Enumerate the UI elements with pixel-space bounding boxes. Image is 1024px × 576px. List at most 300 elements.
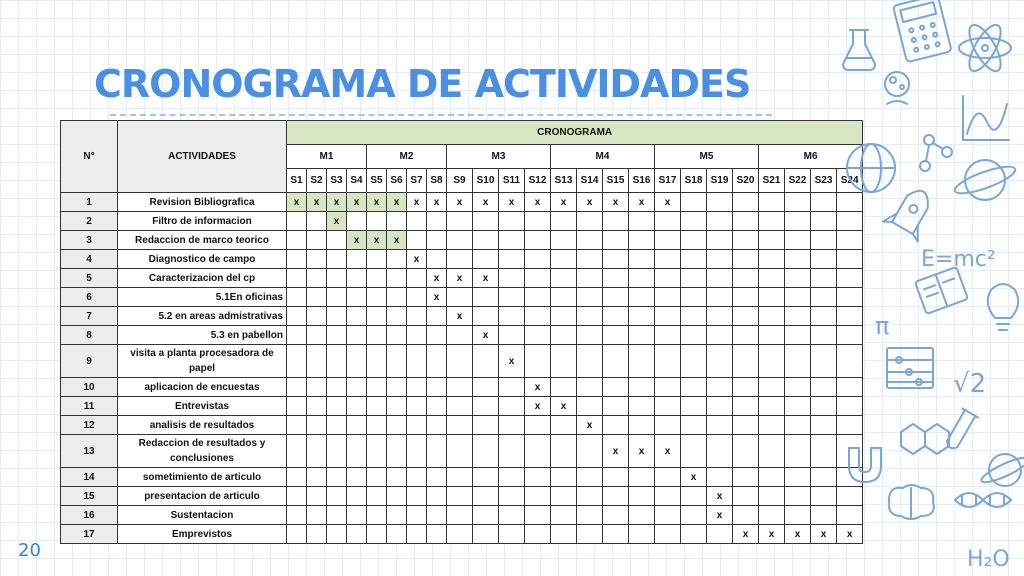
row-number: 4	[61, 250, 118, 269]
schedule-mark: x	[629, 435, 655, 468]
schedule-cell	[327, 231, 347, 250]
table-row	[61, 345, 863, 378]
schedule-cell	[367, 435, 387, 468]
schedule-cell	[447, 397, 473, 416]
schedule-cell	[629, 397, 655, 416]
schedule-cell	[407, 525, 427, 544]
schedule-cell	[577, 378, 603, 397]
schedule-cell	[551, 212, 577, 231]
schedule-cell	[733, 487, 759, 506]
schedule-cell	[811, 269, 837, 288]
schedule-cell	[473, 397, 499, 416]
schedule-cell	[387, 468, 407, 487]
schedule-cell	[525, 525, 551, 544]
row-number: 15	[61, 487, 118, 506]
activity-name: 5.1En oficinas	[118, 288, 287, 307]
schedule-mark: x	[811, 525, 837, 544]
science-doodles	[835, 0, 1024, 576]
schedule-cell	[551, 326, 577, 345]
h2o-formula: H₂O	[967, 547, 1010, 572]
schedule-cell	[603, 416, 629, 435]
week-header: S12	[525, 169, 551, 193]
schedule-cell	[655, 487, 681, 506]
schedule-cell	[655, 525, 681, 544]
schedule-cell	[681, 212, 707, 231]
schedule-cell	[367, 326, 387, 345]
activity-name: Revision Bibliografica	[118, 193, 287, 212]
schedule-cell	[603, 468, 629, 487]
schedule-cell	[347, 378, 367, 397]
schedule-cell	[603, 397, 629, 416]
schedule-cell	[347, 250, 367, 269]
schedule-cell	[473, 416, 499, 435]
schedule-cell	[603, 288, 629, 307]
schedule-cell	[347, 269, 367, 288]
schedule-cell	[407, 468, 427, 487]
schedule-cell	[811, 193, 837, 212]
schedule-mark: x	[473, 326, 499, 345]
schedule-cell	[525, 435, 551, 468]
schedule-cell	[499, 288, 525, 307]
schedule-mark: x	[837, 525, 863, 544]
schedule-cell	[811, 326, 837, 345]
schedule-cell	[427, 397, 447, 416]
schedule-cell	[655, 416, 681, 435]
activity-name: Redaccion de marco teorico	[118, 231, 287, 250]
row-number: 7	[61, 307, 118, 326]
week-header: S17	[655, 169, 681, 193]
schedule-cell	[733, 307, 759, 326]
schedule-cell	[785, 416, 811, 435]
schedule-cell	[447, 506, 473, 525]
schedule-cell	[525, 307, 551, 326]
schedule-cell	[473, 307, 499, 326]
flask-icon	[843, 30, 875, 70]
schedule-cell	[347, 345, 367, 378]
table-row	[61, 269, 863, 288]
schedule-cell	[287, 378, 307, 397]
schedule-cell	[287, 307, 307, 326]
schedule-cell	[629, 378, 655, 397]
schedule-cell	[759, 378, 785, 397]
schedule-cell	[655, 378, 681, 397]
schedule-cell	[707, 416, 733, 435]
schedule-cell	[347, 307, 367, 326]
schedule-cell	[655, 326, 681, 345]
schedule-cell	[367, 506, 387, 525]
schedule-cell	[499, 307, 525, 326]
schedule-cell	[655, 250, 681, 269]
schedule-cell	[681, 193, 707, 212]
schedule-cell	[387, 345, 407, 378]
molecule-icon	[901, 424, 949, 454]
schedule-cell	[785, 326, 811, 345]
schedule-cell	[287, 250, 307, 269]
schedule-cell	[629, 525, 655, 544]
schedule-cell	[629, 487, 655, 506]
schedule-cell	[347, 212, 367, 231]
schedule-cell	[307, 345, 327, 378]
activity-name: Sustentacion	[118, 506, 287, 525]
schedule-cell	[367, 416, 387, 435]
schedule-cell	[473, 345, 499, 378]
schedule-mark: x	[407, 250, 427, 269]
month-header: M2	[367, 145, 447, 169]
schedule-cell	[407, 307, 427, 326]
book-icon	[915, 267, 968, 314]
column-header-num: N°	[61, 121, 118, 193]
schedule-cell	[759, 416, 785, 435]
schedule-cell	[811, 307, 837, 326]
table-row	[61, 378, 863, 397]
schedule-cell	[681, 288, 707, 307]
schedule-cell	[811, 378, 837, 397]
schedule-cell	[387, 326, 407, 345]
schedule-cell	[733, 345, 759, 378]
week-header: S18	[681, 169, 707, 193]
schedule-cell	[525, 269, 551, 288]
schedule-cell	[733, 250, 759, 269]
week-header: S6	[387, 169, 407, 193]
schedule-cell	[681, 525, 707, 544]
schedule-cell	[785, 193, 811, 212]
schedule-cell	[499, 212, 525, 231]
table-row	[61, 525, 863, 544]
schedule-cell	[681, 345, 707, 378]
schedule-cell	[577, 397, 603, 416]
schedule-mark: x	[447, 307, 473, 326]
schedule-cell	[447, 250, 473, 269]
schedule-cell	[307, 231, 327, 250]
schedule-cell	[347, 416, 367, 435]
schedule-cell	[525, 416, 551, 435]
schedule-cell	[499, 250, 525, 269]
schedule-cell	[327, 288, 347, 307]
schedule-cell	[525, 288, 551, 307]
schedule-mark: x	[577, 416, 603, 435]
activity-name: Filtro de informacion	[118, 212, 287, 231]
schedule-cell	[407, 506, 427, 525]
schedule-cell	[707, 307, 733, 326]
table-row	[61, 397, 863, 416]
schedule-cell	[707, 378, 733, 397]
schedule-mark: x	[447, 269, 473, 288]
schedule-cell	[327, 345, 347, 378]
schedule-cell	[551, 231, 577, 250]
schedule-cell	[327, 525, 347, 544]
schedule-cell	[367, 378, 387, 397]
schedule-cell	[307, 307, 327, 326]
schedule-cell	[707, 212, 733, 231]
schedule-cell	[733, 212, 759, 231]
week-header: S7	[407, 169, 427, 193]
schedule-cell	[499, 506, 525, 525]
rocket-icon	[883, 182, 941, 242]
schedule-cell	[759, 193, 785, 212]
schedule-cell	[387, 288, 407, 307]
schedule-cell	[707, 231, 733, 250]
month-header: M1	[287, 145, 367, 169]
schedule-cell	[759, 487, 785, 506]
schedule-cell	[407, 231, 427, 250]
schedule-cell	[287, 326, 307, 345]
schedule-cell	[655, 212, 681, 231]
schedule-cell	[307, 326, 327, 345]
schedule-cell	[603, 506, 629, 525]
schedule-cell	[577, 326, 603, 345]
schedule-cell	[387, 487, 407, 506]
schedule-cell	[499, 326, 525, 345]
schedule-cell	[447, 231, 473, 250]
schedule-mark: x	[327, 212, 347, 231]
schedule-cell	[577, 212, 603, 231]
schedule-cell	[733, 397, 759, 416]
table-row	[61, 307, 863, 326]
schedule-cell	[785, 250, 811, 269]
schedule-cell	[629, 468, 655, 487]
schedule-cell	[473, 487, 499, 506]
schedule-cell	[327, 487, 347, 506]
schedule-cell	[603, 231, 629, 250]
table-row	[61, 506, 863, 525]
week-header: S2	[307, 169, 327, 193]
week-header: S5	[367, 169, 387, 193]
schedule-cell	[473, 378, 499, 397]
schedule-cell	[603, 212, 629, 231]
schedule-mark: x	[629, 193, 655, 212]
activity-name: presentacion de articulo	[118, 487, 287, 506]
schedule-cell	[407, 378, 427, 397]
row-number: 3	[61, 231, 118, 250]
schedule-cell	[759, 397, 785, 416]
schedule-cell	[759, 307, 785, 326]
schedule-mark: x	[707, 487, 733, 506]
schedule-cell	[577, 269, 603, 288]
schedule-cell	[707, 193, 733, 212]
schedule-cell	[525, 250, 551, 269]
schedule-cell	[629, 307, 655, 326]
month-header: M3	[447, 145, 551, 169]
table-row	[61, 231, 863, 250]
schedule-cell	[499, 525, 525, 544]
schedule-cell	[387, 378, 407, 397]
schedule-cell	[307, 525, 327, 544]
schedule-cell	[577, 345, 603, 378]
schedule-cell	[681, 506, 707, 525]
molecule-icon	[920, 135, 952, 171]
schedule-cell	[473, 231, 499, 250]
schedule-cell	[525, 326, 551, 345]
schedule-cell	[811, 416, 837, 435]
schedule-cell	[327, 397, 347, 416]
schedule-cell	[307, 468, 327, 487]
schedule-cell	[499, 378, 525, 397]
schedule-cell	[287, 288, 307, 307]
schedule-cell	[473, 506, 499, 525]
schedule-cell	[327, 416, 347, 435]
week-header: S15	[603, 169, 629, 193]
schedule-cell	[603, 345, 629, 378]
schedule-cell	[629, 345, 655, 378]
week-header: S16	[629, 169, 655, 193]
schedule-mark: x	[551, 193, 577, 212]
schedule-cell	[387, 269, 407, 288]
schedule-cell	[407, 345, 427, 378]
schedule-cell	[733, 378, 759, 397]
schedule-cell	[499, 269, 525, 288]
week-header: S3	[327, 169, 347, 193]
schedule-cell	[307, 435, 327, 468]
schedule-cell	[367, 468, 387, 487]
schedule-cell	[759, 288, 785, 307]
schedule-cell	[551, 487, 577, 506]
schedule-cell	[707, 468, 733, 487]
schedule-cell	[733, 326, 759, 345]
schedule-cell	[655, 307, 681, 326]
schedule-cell	[655, 345, 681, 378]
schedule-cell	[733, 231, 759, 250]
schedule-cell	[407, 269, 427, 288]
schedule-cell	[287, 435, 307, 468]
activity-name: 5.3 en pabellon	[118, 326, 287, 345]
schedule-cell	[367, 288, 387, 307]
schedule-cell	[785, 468, 811, 487]
schedule-mark: x	[603, 193, 629, 212]
schedule-cell	[785, 397, 811, 416]
row-number: 6	[61, 288, 118, 307]
schedule-mark: x	[427, 288, 447, 307]
schedule-cell	[447, 288, 473, 307]
schedule-mark: x	[447, 193, 473, 212]
schedule-cell	[681, 378, 707, 397]
row-number: 11	[61, 397, 118, 416]
schedule-cell	[681, 435, 707, 468]
schedule-cell	[367, 345, 387, 378]
week-header: S20	[733, 169, 759, 193]
schedule-cell	[811, 288, 837, 307]
schedule-cell	[427, 378, 447, 397]
schedule-cell	[603, 326, 629, 345]
schedule-cell	[525, 468, 551, 487]
schedule-cell	[427, 345, 447, 378]
schedule-cell	[707, 288, 733, 307]
schedule-cell	[551, 525, 577, 544]
schedule-cell	[427, 212, 447, 231]
schedule-cell	[681, 250, 707, 269]
schedule-cell	[327, 307, 347, 326]
schedule-cell	[287, 468, 307, 487]
schedule-cell	[427, 250, 447, 269]
schedule-mark: x	[327, 193, 347, 212]
schedule-body	[61, 193, 863, 544]
schedule-cell	[681, 269, 707, 288]
schedule-mark: x	[347, 231, 367, 250]
schedule-cell	[387, 435, 407, 468]
schedule-cell	[347, 468, 367, 487]
table-row	[61, 288, 863, 307]
schedule-cell	[681, 231, 707, 250]
schedule-cell	[387, 416, 407, 435]
row-number: 17	[61, 525, 118, 544]
schedule-cell	[681, 307, 707, 326]
schedule-cell	[287, 397, 307, 416]
schedule-cell	[307, 506, 327, 525]
schedule-cell	[811, 345, 837, 378]
schedule-cell	[733, 506, 759, 525]
schedule-cell	[387, 250, 407, 269]
schedule-mark: x	[525, 193, 551, 212]
schedule-cell	[655, 269, 681, 288]
schedule-cell	[551, 288, 577, 307]
schedule-cell	[577, 288, 603, 307]
row-number: 16	[61, 506, 118, 525]
schedule-mark: x	[287, 193, 307, 212]
activity-name: analisis de resultados	[118, 416, 287, 435]
schedule-cell	[629, 288, 655, 307]
schedule-cell	[759, 231, 785, 250]
schedule-mark: x	[681, 468, 707, 487]
title-underline	[110, 114, 772, 116]
schedule-cell	[499, 397, 525, 416]
schedule-cell	[367, 397, 387, 416]
schedule-cell	[525, 231, 551, 250]
schedule-cell	[525, 487, 551, 506]
schedule-cell	[603, 378, 629, 397]
schedule-cell	[525, 345, 551, 378]
schedule-cell	[707, 250, 733, 269]
schedule-mark: x	[307, 193, 327, 212]
schedule-cell	[407, 288, 427, 307]
schedule-cell	[811, 487, 837, 506]
schedule-cell	[577, 506, 603, 525]
activity-name: Redaccion de resultados y conclusiones	[118, 435, 287, 468]
schedule-mark: x	[347, 193, 367, 212]
schedule-cell	[707, 397, 733, 416]
table-row	[61, 468, 863, 487]
schedule-mark: x	[499, 345, 525, 378]
schedule-cell	[785, 288, 811, 307]
week-header: S23	[811, 169, 837, 193]
schedule-cell	[327, 269, 347, 288]
row-number: 12	[61, 416, 118, 435]
schedule-cell	[707, 435, 733, 468]
row-number: 13	[61, 435, 118, 468]
row-number: 8	[61, 326, 118, 345]
schedule-cell	[629, 326, 655, 345]
schedule-cell	[307, 416, 327, 435]
schedule-cell	[733, 435, 759, 468]
schedule-cell	[551, 468, 577, 487]
schedule-cell	[427, 416, 447, 435]
schedule-cell	[759, 326, 785, 345]
schedule-cell	[307, 378, 327, 397]
schedule-cell	[427, 435, 447, 468]
schedule-cell	[447, 378, 473, 397]
schedule-cell	[577, 435, 603, 468]
schedule-mark: x	[733, 525, 759, 544]
schedule-cell	[427, 326, 447, 345]
week-header: S14	[577, 169, 603, 193]
schedule-cell	[447, 326, 473, 345]
schedule-cell	[551, 345, 577, 378]
schedule-cell	[347, 525, 367, 544]
week-header: S11	[499, 169, 525, 193]
week-header: S24	[837, 169, 863, 193]
schedule-mark: x	[387, 231, 407, 250]
abacus-icon	[887, 348, 933, 388]
schedule-cell	[347, 288, 367, 307]
schedule-cell	[707, 326, 733, 345]
